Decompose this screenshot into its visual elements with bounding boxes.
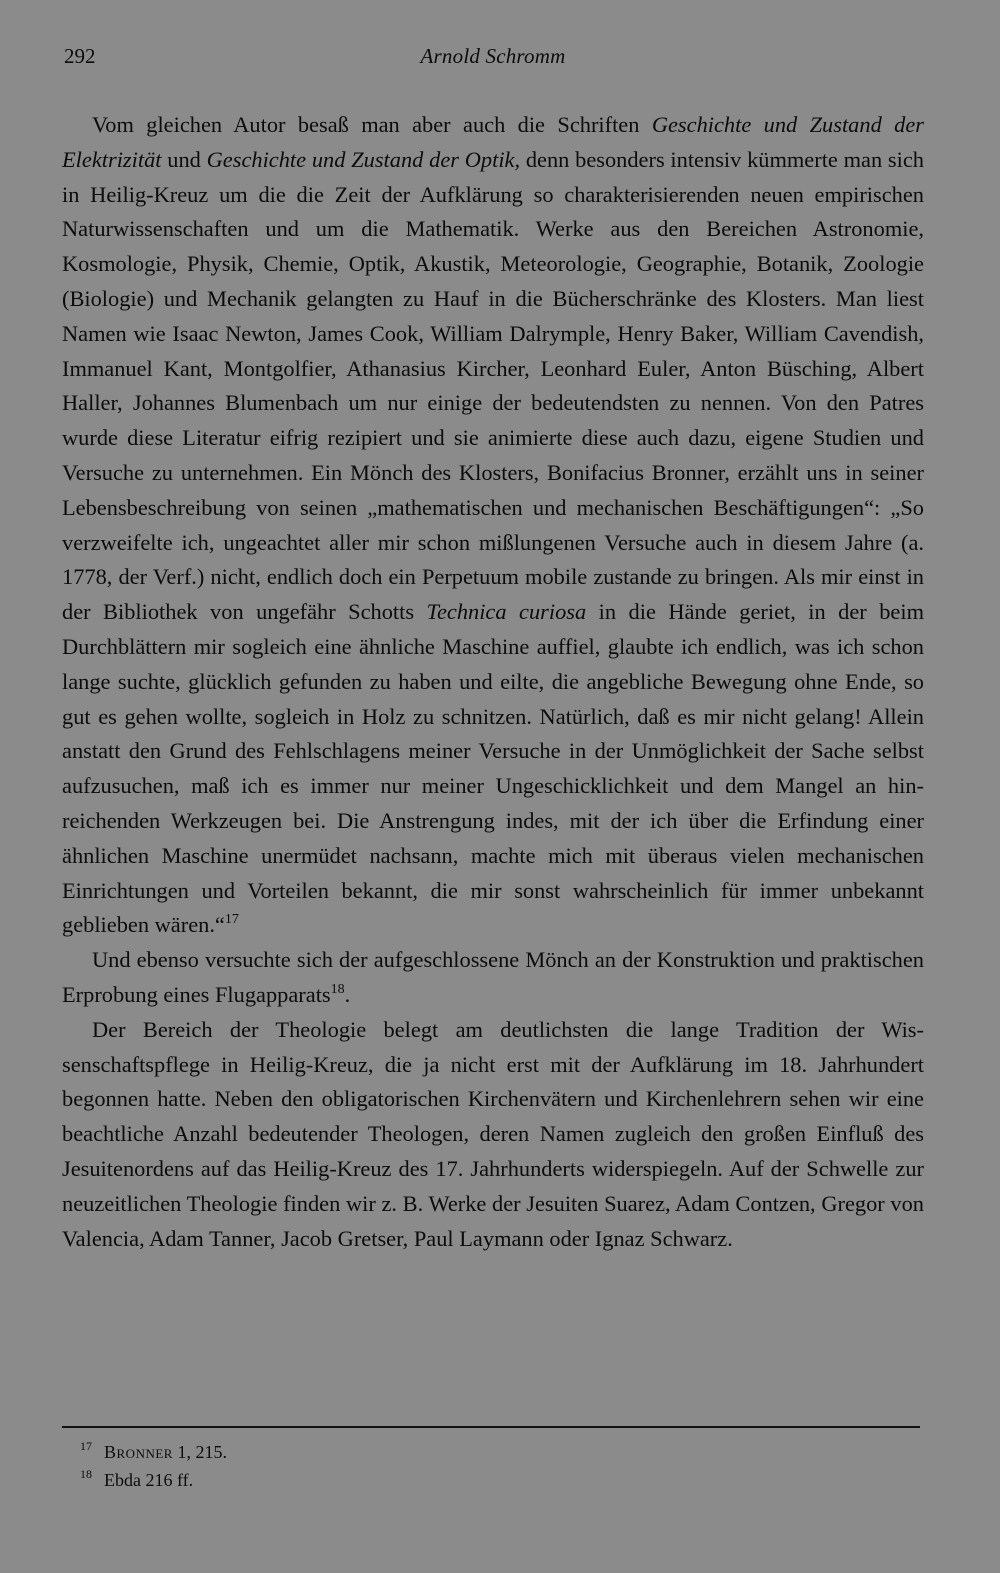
text-run: Der Bereich der Theologie belegt am deutlichsten die lange Tradition der Wissenschaftspflege in Heilig-Kreuz, die ja nicht erst mit der Aufklärung im 18. Jahrhundert begonnen hatte. Neben den obligatorischen Kirchenvätern und Kirchenlehrern sehen wir eine beachtliche Anzahl bedeutender Theologen, deren Namen zugleich den großen Einfluß des Jesuitenordens auf das Heilig-Kreuz des 17. Jahrhunderts widerspiegeln. Auf der Schwelle zur neuzeitlichen Theologie finden wir z. B. Werke der Jesuiten Suarez, Adam Contzen, Gregor von Valencia, Adam Tanner, Jacob Gretser, Paul Laymann oder Ignaz Schwarz.	[62, 1016, 924, 1251]
footnotes	[80, 1438, 880, 1494]
italic-title: Technica curiosa	[426, 599, 587, 625]
footnote: 18 Ebda 216 ff.	[80, 1467, 194, 1490]
footnote-text: 1, 215.	[172, 1442, 227, 1462]
italic-title: Geschichte und Zustand der Optik,	[206, 146, 521, 172]
text-run: Vom gleichen Autor besaß man aber auch die Schriften	[92, 112, 652, 137]
text-run: Und ebenso versuchte sich der aufgeschlossene Mönch an der Konstruktion und praktischen Erprobung eines Flugapparats	[62, 947, 924, 1007]
footnote-reference: 17	[224, 912, 239, 928]
paragraph	[62, 1013, 924, 1257]
paragraph	[62, 943, 924, 1013]
footnote-reference: 18	[330, 981, 345, 997]
page-header	[64, 44, 922, 74]
text-run: in die Hände geriet, in der beim Durchblättern mir sogleich eine ähnliche Maschine auffiel, glaubte ich endlich, was ich schon lange suchte, glücklich gefunden zu haben und eilte, die angebliche Bewegung ohne Ende, so gut es gehen wollte, sogleich in Holz zu schnitzen. Natürlich, daß es mir nicht gelang! Allein anstatt den Grund des Fehlschlagens meiner Versuche in der Unmöglichkeit der Sache selbst aufzusuchen, maß ich es immer nur meiner Ungeschicklichkeit und dem Mangel an hinreichenden Werkzeugen bei. Die Anstrengung indes, mit der ich über die Erfindung einer ähnlichen Maschine unermüdet nachsann, machte mich mit überaus vielen mechanischen Einrichtungen und Vorteilen bekannt, die mir sonst wahrscheinlich für immer unbekannt geblieben wären.“	[62, 599, 924, 938]
page-number: 292	[64, 44, 96, 68]
footnote-text: Ebda 216 ff.	[104, 1470, 194, 1490]
italic-title: Geschichte und Zustand der Elektrizität	[62, 112, 924, 172]
paragraph	[62, 108, 924, 943]
text-run: denn besonders intensiv kümmerte man sich in Heilig-Kreuz um die die Zeit der Aufklärung so charakterisierenden neuen empirischen Naturwissenschaften und um die Mathematik. Werke aus den Bereichen Astronomie, Kosmologie, Physik, Chemie, Optik, Akustik, Meteorologie, Geographie, Botanik, Zoologie (Biologie) und Mechanik gelangten zu Hauf in die Bücherschränke des Klosters. Man liest Namen wie Isaac Newton, James Cook, William Dalrymple, Henry Baker, William Cavendish, Immanuel Kant, Montgolfier, Athanasius Kircher, Leonhard Euler, Anton Büsching, Albert Haller, Johannes Blumenbach um nur einige der bedeutendsten zu nennen. Von den Patres wurde diese Literatur eifrig rezipiert und sie animierte diese auch dazu, eigene Studien und Versuche zu unternehmen. Ein Mönch des Klosters, Bonifacius Bronner, erzählt uns in seiner Lebensbeschreibung von seinen „mathematischen und mechanischen Beschäftigungen“: „So verzweifelte ich, ungeachtet aller mir schon mißlungenen Versuche auch in diesem Jahre (a. 1778, der Verf.) nicht, endlich doch ein Perpetuum mobile zustande zu bringen. Als mir einst in der Bibliothek von ungefähr Schotts	[62, 146, 924, 625]
body-text	[62, 108, 924, 1256]
footnote-author: Bronner	[104, 1442, 173, 1462]
running-head: Arnold Schromm	[420, 44, 566, 68]
footnote: 17 Bronner 1, 215.	[80, 1439, 227, 1462]
text-run: .	[344, 981, 351, 1007]
text-run: und	[161, 146, 207, 172]
footnote-rule	[62, 1426, 920, 1428]
